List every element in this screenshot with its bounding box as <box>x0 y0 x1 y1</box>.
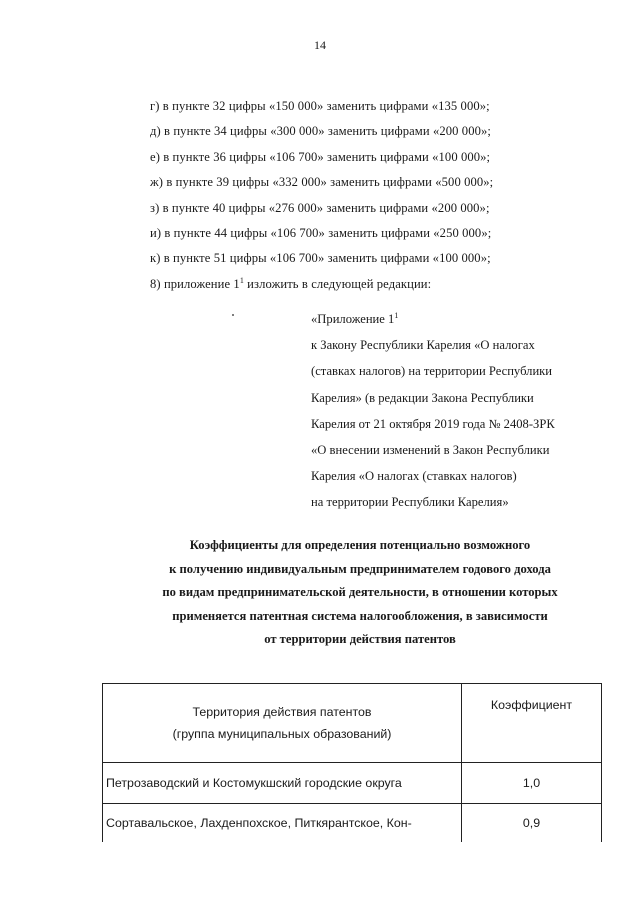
document-heading <box>140 534 580 652</box>
amendment-item-8 <box>150 272 590 297</box>
appendix-line: на территории Республики Карелия» <box>311 495 509 510</box>
header-territory-line1: Территория действия патентов <box>192 705 372 719</box>
coefficient-cell: 1,0 <box>462 763 602 804</box>
amendment-item-i: и) в пункте 44 цифры «106 700» заменить цифрами «250 000»; <box>150 226 492 241</box>
item8-text-before: 8) приложение 1 <box>150 276 240 291</box>
territory-cell: Петрозаводский и Костомукшский городские округа <box>103 763 462 804</box>
header-territory-line2: (группа муниципальных образований) <box>172 727 392 741</box>
header-coefficient: Коэффициент <box>462 684 602 763</box>
amendment-item-z: з) в пункте 40 цифры «276 000» заменить цифрами «200 000»; <box>150 200 490 215</box>
amendment-list <box>150 94 590 297</box>
amendment-item-g: г) в пункте 32 цифры «150 000» заменить цифрами «135 000»; <box>150 99 490 113</box>
heading-line: по видам предпринимательской деятельности, в отношении которых <box>162 585 558 599</box>
heading-line: Коэффициенты для определения потенциально возможного <box>189 538 531 552</box>
appendix-header <box>311 306 611 516</box>
appendix-line: «О внесении изменений в Закон Республики <box>311 443 550 458</box>
scan-speck <box>232 314 234 316</box>
amendment-item-k: к) в пункте 51 цифры «106 700» заменить цифрами «100 000»; <box>150 251 491 266</box>
table-row <box>103 763 602 804</box>
header-territory <box>103 684 462 763</box>
table-row <box>103 804 602 843</box>
amendment-item-zh: ж) в пункте 39 цифры «332 000» заменить цифрами «500 000»; <box>150 175 494 190</box>
appendix-line: Карелия от 21 октября 2019 года № 2408-ЗРК <box>311 416 555 431</box>
appendix-title-superscript: 1 <box>394 311 399 320</box>
appendix-title-text: «Приложение 1 <box>311 312 395 326</box>
heading-line: от территории действия патентов <box>264 632 456 646</box>
item8-superscript: 1 <box>239 275 244 285</box>
item8-text-after: изложить в следующей редакции: <box>243 276 432 291</box>
amendment-item-e: е) в пункте 36 цифры «106 700» заменить цифрами «100 000»; <box>150 149 491 164</box>
appendix-line: (ставках налогов) на территории Республики <box>311 364 553 379</box>
coefficient-cell: 0,9 <box>462 804 602 843</box>
appendix-title <box>311 306 611 332</box>
territory-cell: Сортавальское, Лахденпохское, Питкярантское, Кон- <box>103 804 462 843</box>
appendix-line: к Закону Республики Карелия «О налогах <box>311 338 535 353</box>
heading-line: применяется патентная система налогообложения, в зависимости <box>172 608 548 623</box>
appendix-line: Карелия» (в редакции Закона Республики <box>311 390 534 405</box>
table-header-row <box>103 684 602 763</box>
heading-line: к получению индивидуальным предпринимателем годового дохода <box>169 561 551 576</box>
coefficient-table <box>102 683 602 842</box>
appendix-line: Карелия «О налогах (ставках налогов) <box>311 469 517 484</box>
page-number: 14 <box>314 38 326 52</box>
amendment-item-d: д) в пункте 34 цифры «300 000» заменить цифрами «200 000»; <box>150 124 491 139</box>
